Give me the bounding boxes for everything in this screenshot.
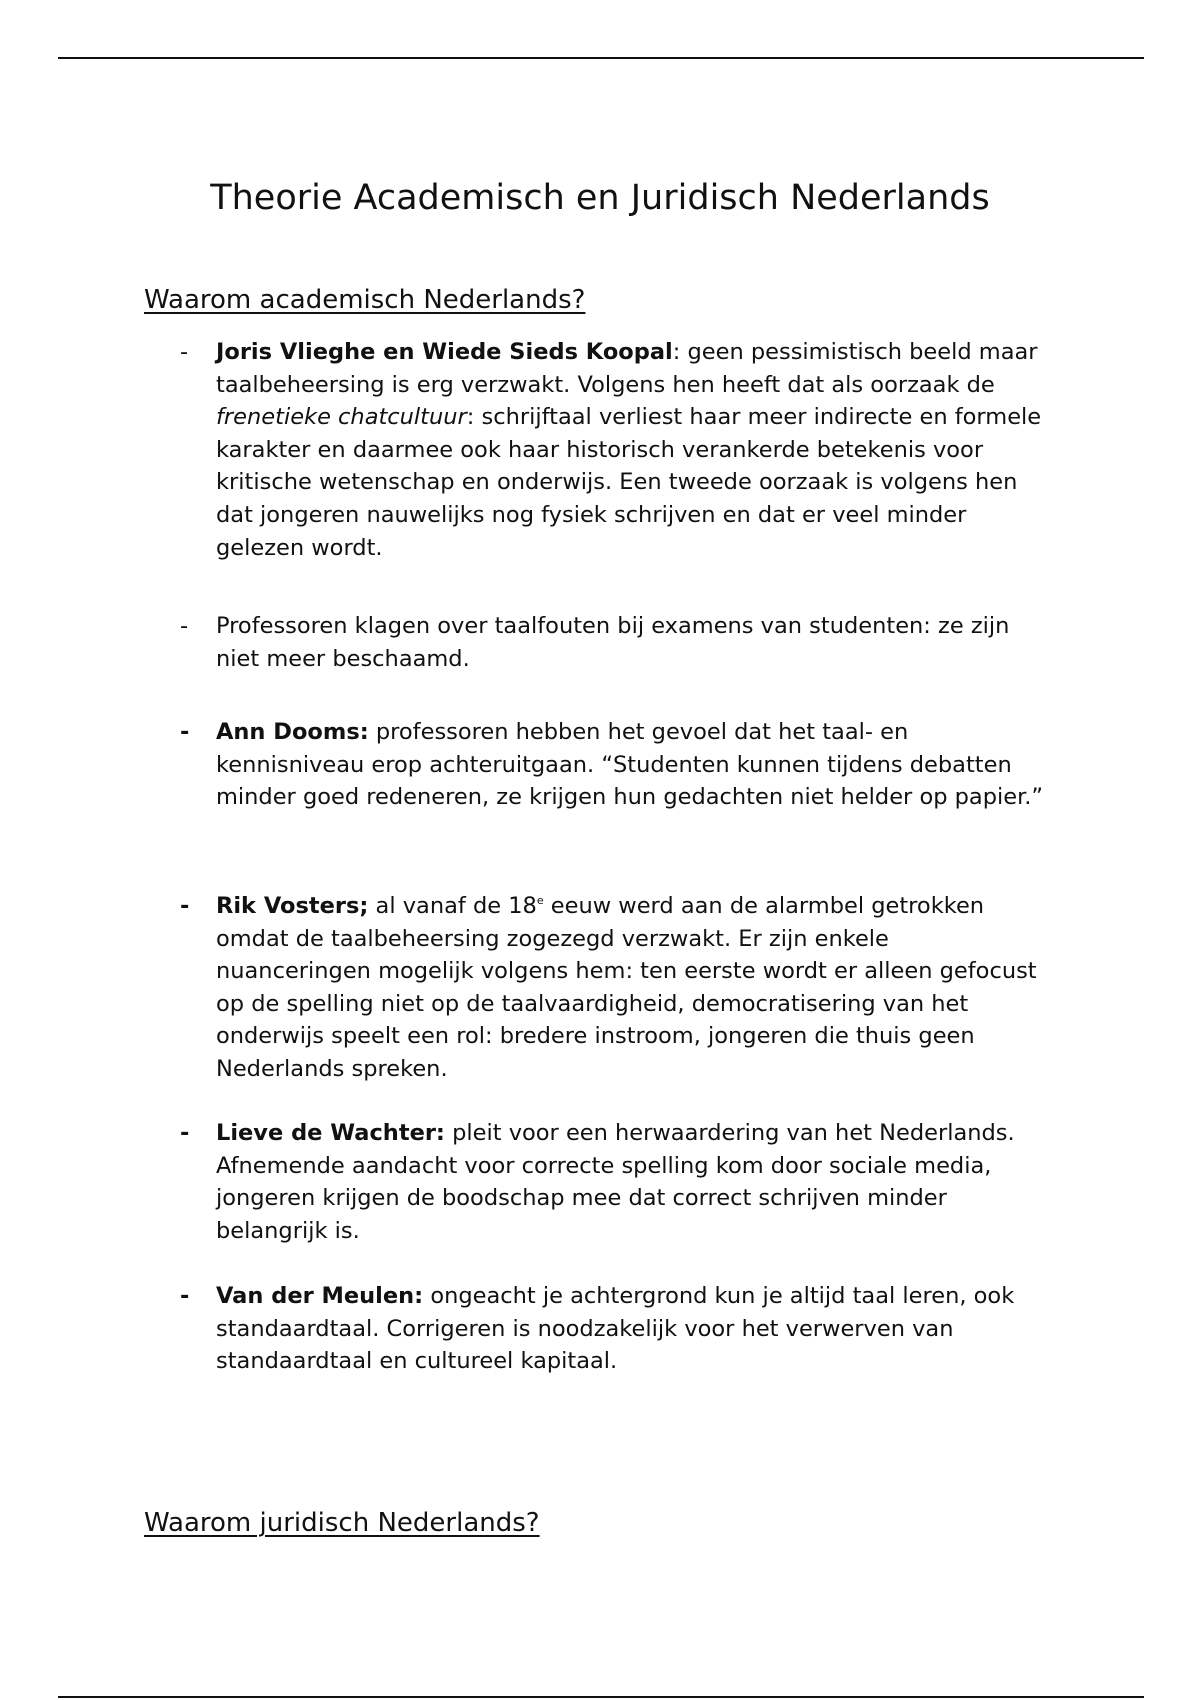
bullet-dash: - (180, 1120, 190, 1146)
section-heading-academisch: Waarom academisch Nederlands? (144, 285, 586, 315)
list-item-text: Joris Vlieghe en Wiede Sieds Koopal: geen pessimistisch beeld maar taalbeheersing is erg verzwakt. Volgens hen heeft dat als oorzaak de frenetieke chatcultuur: schrijftaal verliest haar meer indirecte en formele karakter en daarmee ook haar historisch verankerde betekenis voor kritische wetenschap en onderwijs. Een tweede oorzaak is volgens hen dat jongeren nauwelijks nog fysiek schrijven en dat er veel minder gelezen wordt. (216, 339, 1042, 561)
bullet-dash: - (180, 1283, 190, 1309)
list-item (180, 610, 1050, 675)
page-title: Theorie Academisch en Juridisch Nederlands (210, 178, 990, 218)
ordinal-superscript: e (536, 894, 544, 907)
bullet-dash: - (180, 613, 189, 639)
list-item-text: Professoren klagen over taalfouten bij examens van studenten: ze zijn niet meer beschaamd. (216, 613, 1010, 672)
list-item-text: Lieve de Wachter: pleit voor een herwaardering van het Nederlands. Afnemende aandacht voor correcte spelling kom door sociale media, jongeren krijgen de boodschap mee dat correct schrijven minder belangrijk is. (216, 1120, 1015, 1244)
bullet-dash: - (180, 339, 189, 365)
list-item (180, 1280, 1050, 1378)
author-name: Rik Vosters; (216, 893, 369, 919)
list-item (180, 336, 1050, 564)
list-item (180, 890, 1050, 1086)
list-item (180, 1117, 1050, 1247)
bullet-dash: - (180, 719, 190, 745)
author-name: Joris Vlieghe en Wiede Sieds Koopal (216, 339, 673, 365)
author-name: Van der Meulen: (216, 1283, 424, 1309)
list-item (180, 716, 1050, 814)
bottom-rule (58, 1696, 1144, 1698)
section-heading-juridisch: Waarom juridisch Nederlands? (144, 1508, 540, 1538)
list-item-text: Rik Vosters; al vanaf de 18e eeuw werd aan de alarmbel getrokken omdat de taalbeheersing zogezegd verzwakt. Er zijn enkele nuanceringen mogelijk volgens hem: ten eerste wordt er alleen gefocust op de spelling niet op de taalvaardigheid, democratisering van het onderwijs speelt een rol: bredere instroom, jongeren die thuis geen Nederlands spreken. (216, 893, 1037, 1082)
author-name: Lieve de Wachter: (216, 1120, 445, 1146)
bullet-dash: - (180, 893, 190, 919)
list-item-text: Van der Meulen: ongeacht je achtergrond kun je altijd taal leren, ook standaardtaal. Corrigeren is noodzakelijk voor het verwerven van standaardtaal en cultureel kapitaal. (216, 1283, 1015, 1375)
list-item-text: Ann Dooms: professoren hebben het gevoel dat het taal- en kennisniveau erop achteruitgaan. “Studenten kunnen tijdens debatten minder goed redeneren, ze krijgen hun gedachten niet helder op papier.” (216, 719, 1044, 811)
author-name: Ann Dooms: (216, 719, 369, 745)
italic-term: frenetieke chatcultuur (216, 404, 467, 431)
top-rule (58, 57, 1144, 59)
